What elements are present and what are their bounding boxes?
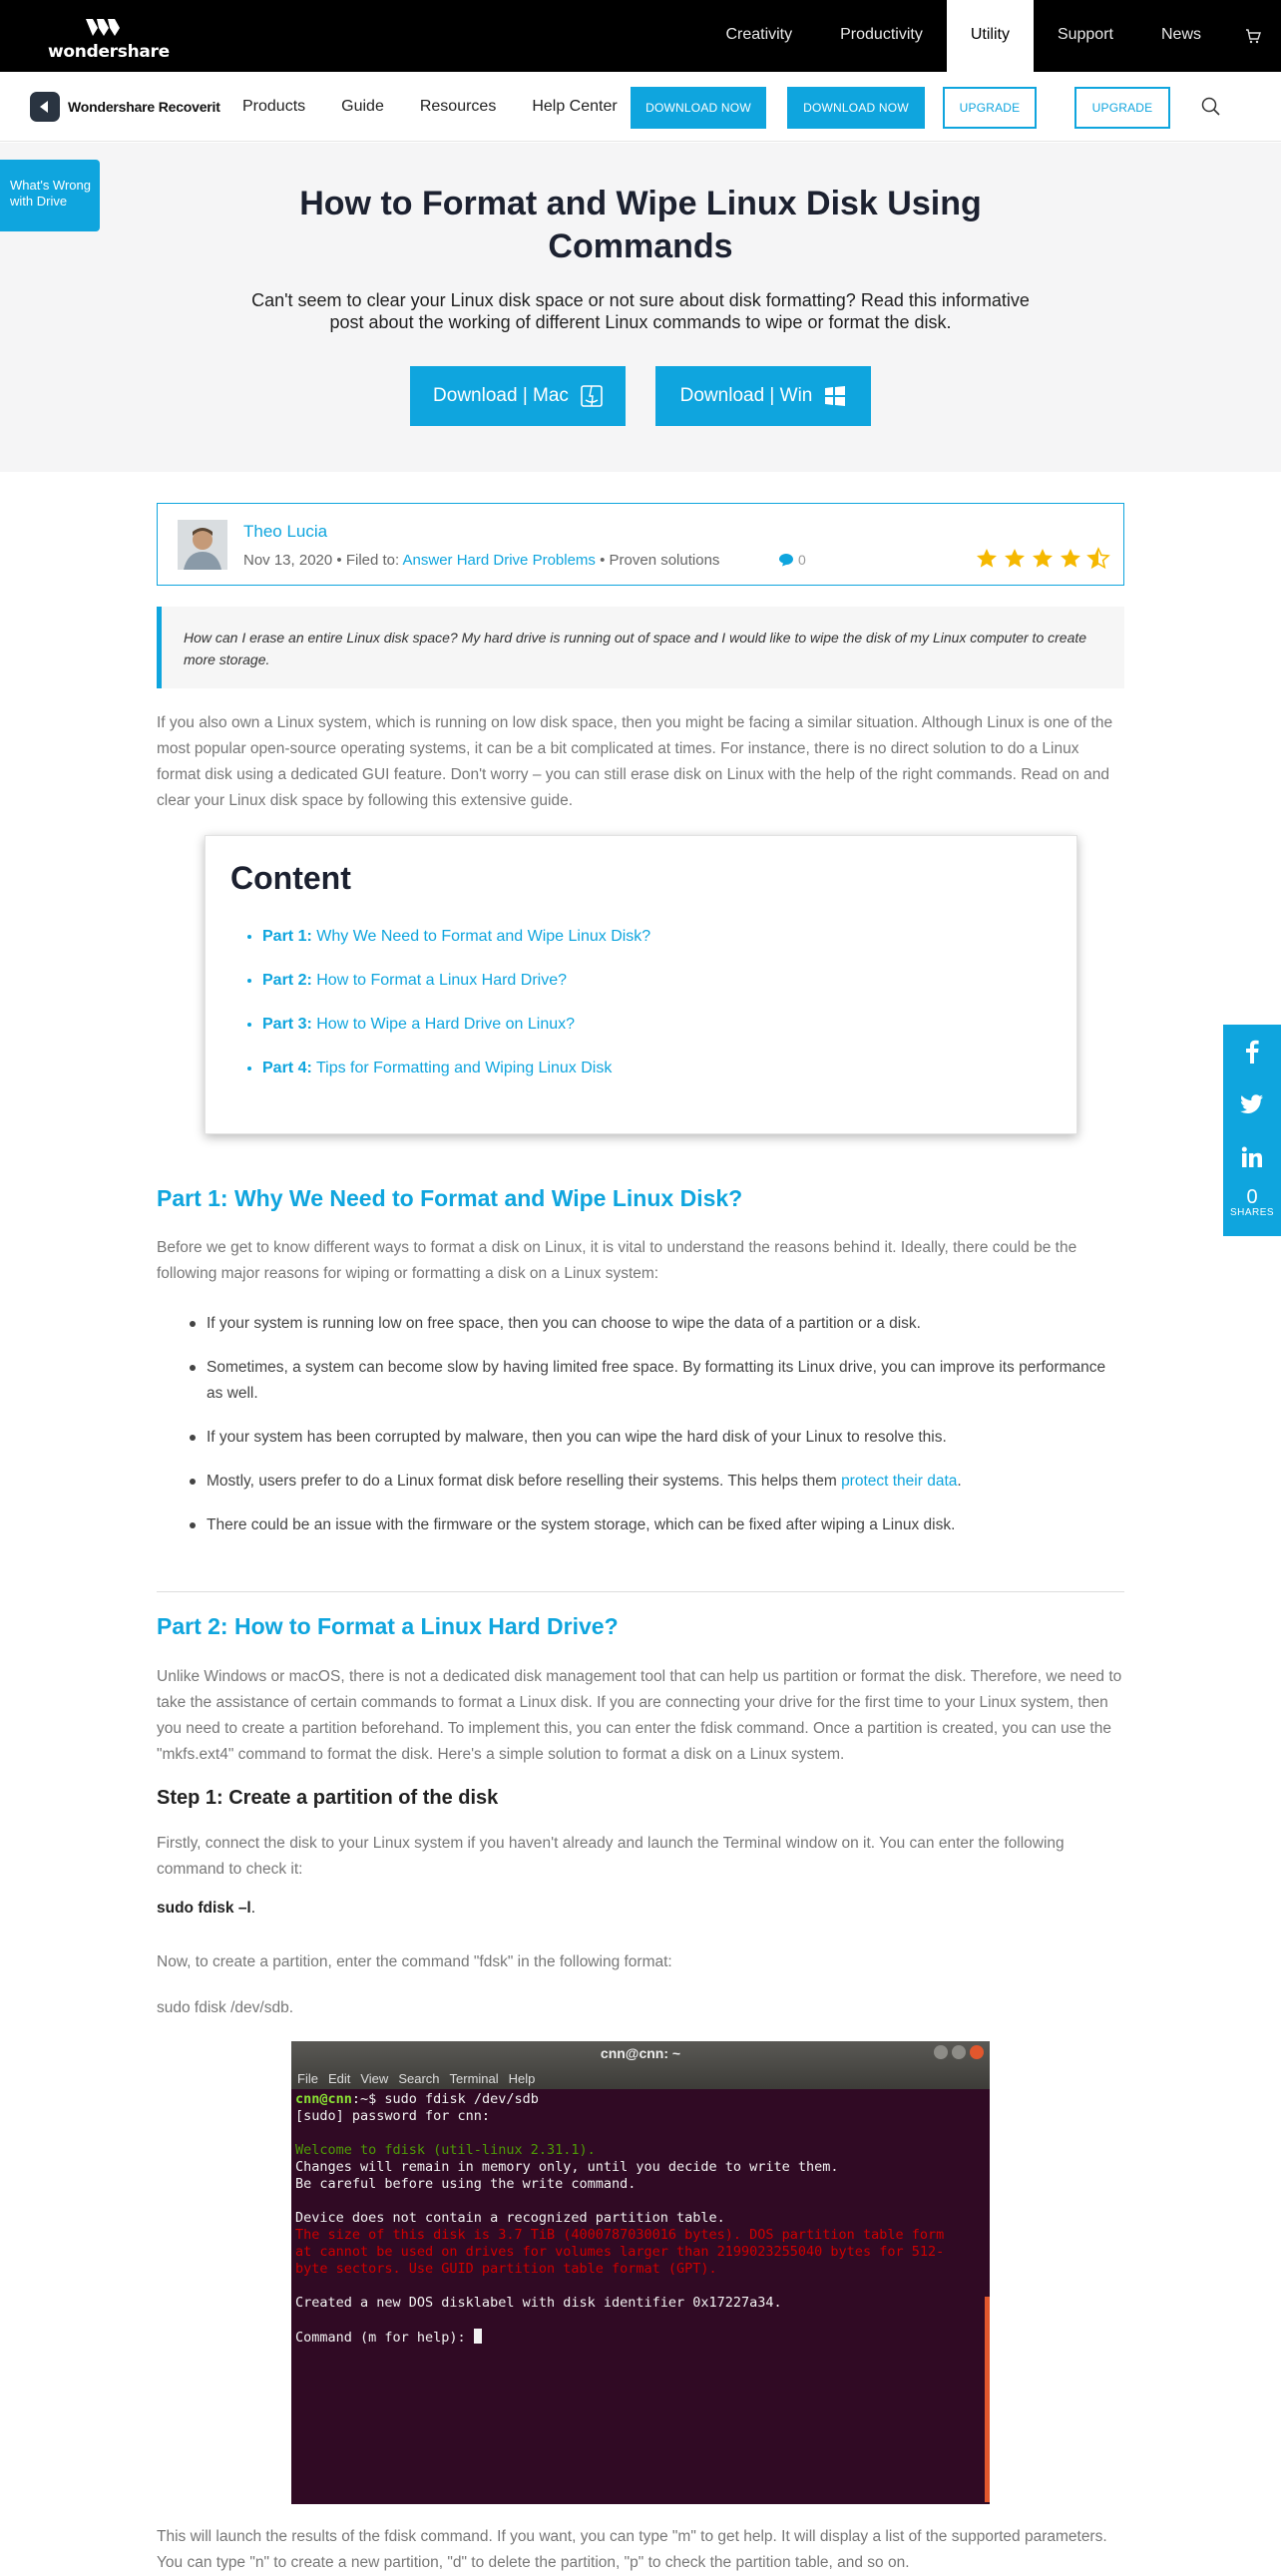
author-avatar[interactable] — [178, 520, 227, 570]
upgrade-button-2[interactable]: UPGRADE — [1074, 87, 1170, 129]
terminal-line: Created a new DOS disklabel with disk identifier 0x17227a34. — [295, 2295, 782, 2311]
terminal-line: Changes will remain in memory only, until you decide to write them. — [295, 2159, 839, 2175]
terminal-line: [sudo] password for cnn: — [295, 2108, 491, 2124]
list-item: If your system is running low on free space, then you can choose to wipe the data of a partition or a disk. — [157, 1311, 1124, 1337]
toc-item-part-1[interactable] — [262, 926, 650, 970]
star-icon — [1004, 548, 1026, 569]
terminal-line: Be careful before using the write command. — [295, 2176, 637, 2192]
list-item: There could be an issue with the firmware or the system storage, which can be fixed after wiping a Linux disk. — [157, 1512, 1124, 1538]
step-1-text-2: Now, to create a partition, enter the command "fdsk" in the following format: — [157, 1953, 672, 1970]
download-win-button[interactable] — [655, 366, 871, 426]
proven-solutions-tag: • Proven solutions — [600, 552, 720, 569]
download-mac-label: Download | Mac — [433, 385, 569, 406]
hero — [0, 143, 1281, 472]
category-link[interactable]: Answer Hard Drive Problems — [402, 552, 596, 569]
side-tab-line-1: What's Wrong — [10, 178, 91, 193]
terminal-line: Welcome to fdisk (util-linux 2.31.1). — [295, 2142, 596, 2158]
page-title-line-1: How to Format and Wipe Linux Disk Using — [299, 185, 982, 222]
rating-stars[interactable] — [976, 548, 1115, 569]
terminal-warning-line: The size of this disk is 3.7 TiB (4000787030016 bytes). DOS partition table form — [295, 2227, 945, 2243]
part-1-reasons-list — [157, 1311, 1124, 1556]
comment-count[interactable] — [778, 552, 806, 568]
nav-resources[interactable]: Resources — [419, 98, 497, 115]
toc-title: Content — [230, 860, 351, 896]
author-box — [157, 503, 1124, 586]
top-nav — [701, 0, 1281, 72]
windows-icon — [824, 385, 846, 407]
terminal-line: Device does not contain a recognized partition table. — [295, 2210, 725, 2226]
recoverit-logo[interactable] — [30, 92, 220, 122]
article-meta — [243, 552, 719, 569]
section-divider — [157, 1591, 1124, 1592]
product-nav — [0, 72, 1281, 142]
part-1-heading: Part 1: Why We Need to Format and Wipe Linux Disk? — [157, 1185, 743, 1211]
share-count: 0 — [1246, 1186, 1258, 1208]
product-name: Wondershare Recoverit — [68, 99, 220, 115]
recoverit-logo-icon — [30, 92, 60, 122]
share-label: SHARES — [1229, 1207, 1275, 1218]
menu-view: View — [360, 2071, 389, 2086]
menu-terminal: Terminal — [449, 2071, 499, 2086]
close-icon — [970, 2045, 984, 2059]
comment-icon — [778, 553, 794, 567]
product-nav-links — [242, 72, 653, 142]
table-of-contents — [205, 835, 1077, 1134]
toc-part-label: Part 1: — [262, 928, 312, 945]
toc-item-part-2[interactable] — [262, 970, 650, 1014]
whats-wrong-with-drive-tab[interactable] — [0, 160, 100, 231]
terminal-scrollbar — [985, 2297, 990, 2502]
toc-item-part-4[interactable] — [262, 1058, 650, 1101]
prompt-user: cnn@cnn — [295, 2091, 352, 2107]
top-nav-productivity[interactable]: Productivity — [840, 26, 923, 43]
intro-paragraph: If you also own a Linux system, which is running on low disk space, then you might be facing a similar situation. Although Linux is one of the most popular open-source operating systems, it can be a bit complicated at times. For instance, there is no direct solution to do a Linux format disk using a dedicated GUI feature. Don't worry – you can still erase disk on Linux with the help of the right commands. Read on and clear your Linux disk space by following this extensive guide. — [157, 714, 1113, 809]
terminal-title-bar — [291, 2041, 990, 2089]
terminal-output — [291, 2091, 990, 2347]
command-1-end: . — [250, 1900, 256, 1917]
terminal-title: cnn@cnn: ~ — [600, 2045, 681, 2061]
wondershare-logo[interactable] — [48, 16, 170, 62]
part-2-heading: Part 2: How to Format a Linux Hard Drive? — [157, 1613, 619, 1639]
after-terminal-paragraph: This will launch the results of the fdisk command. If you want, you can type "m" to get help. It will display a list of the supported parameters. You can type "n" to create a new partition, "d" to delete the partition, "p" to check the partition table, and so on. — [157, 2528, 1107, 2571]
nav-help-center[interactable]: Help Center — [532, 98, 618, 115]
minimize-icon — [934, 2045, 948, 2059]
download-now-button-2[interactable]: DOWNLOAD NOW — [787, 87, 925, 129]
page-title-line-2: Commands — [548, 227, 733, 265]
nav-guide[interactable]: Guide — [341, 98, 384, 115]
cart-icon[interactable] — [1225, 0, 1281, 72]
comment-count-value: 0 — [798, 552, 806, 568]
command-2: sudo fdisk /dev/sdb. — [157, 1999, 293, 2016]
step-1-text: Firstly, connect the disk to your Linux system if you haven't already and launch the Terminal window on it. You can enter the following command to check it: — [157, 1835, 1065, 1878]
list-item-end: . — [957, 1473, 962, 1490]
wondershare-logo-icon — [84, 16, 122, 38]
toc-part-label: Part 4: — [262, 1060, 312, 1076]
download-mac-button[interactable] — [410, 366, 626, 426]
top-nav-support[interactable]: Support — [1057, 26, 1113, 43]
article-date: Nov 13, 2020 — [243, 552, 333, 569]
toc-item-text: Why We Need to Format and Wipe Linux Disk? — [316, 928, 651, 945]
list-item-text: Mostly, users prefer to do a Linux format disk before reselling their systems. This helps them — [207, 1473, 837, 1490]
menu-file: File — [297, 2071, 318, 2086]
top-nav-utility[interactable]: Utility — [947, 0, 1034, 72]
side-tab-line-2: with Drive — [10, 194, 68, 209]
menu-search: Search — [398, 2071, 440, 2086]
terminal-line: Command (m for help): — [295, 2330, 474, 2346]
brand-name: wondershare — [48, 42, 170, 62]
toc-item-text: Tips for Formatting and Wiping Linux Disk — [315, 1060, 613, 1076]
command-1-text: sudo fdisk –l — [157, 1900, 251, 1917]
top-nav-news[interactable]: News — [1160, 26, 1201, 43]
command-1 — [157, 1896, 1124, 1922]
terminal-screenshot — [291, 2041, 990, 2504]
download-now-button-1[interactable]: DOWNLOAD NOW — [631, 87, 766, 129]
upgrade-button-1[interactable]: UPGRADE — [943, 87, 1037, 129]
star-icon — [1060, 548, 1081, 569]
subtitle-line-2: post about the working of different Linux commands to wipe or format the disk. — [329, 312, 952, 332]
terminal-warning-line: at cannot be used on drives for volumes larger than 2199023255040 bytes for 512- — [295, 2244, 945, 2260]
page-title — [241, 183, 1040, 268]
nav-products[interactable]: Products — [242, 98, 306, 115]
step-1-heading: Step 1: Create a partition of the disk — [157, 1787, 499, 1809]
half-star-icon — [1087, 548, 1109, 569]
share-bar — [1223, 1025, 1281, 1236]
twitter-icon[interactable] — [1223, 1077, 1281, 1130]
terminal-cursor — [474, 2329, 482, 2344]
star-icon — [976, 548, 998, 569]
toc-item-text: How to Wipe a Hard Drive on Linux? — [316, 1016, 576, 1033]
terminal-warning-line: byte sectors. Use GUID partition table format (GPT). — [295, 2261, 717, 2277]
facebook-icon[interactable] — [1223, 1025, 1281, 1077]
protect-data-link[interactable]: protect their data — [841, 1473, 958, 1490]
list-item: If your system has been corrupted by malware, then you can wipe the hard disk of your Linux to resolve this. — [157, 1425, 1124, 1451]
author-name[interactable]: Theo Lucia — [243, 522, 328, 541]
user-question-quote: How can I erase an entire Linux disk space? My hard drive is running out of space and I would like to wipe the disk of my Linux computer to create more storage. — [157, 607, 1124, 688]
maximize-icon — [952, 2045, 966, 2059]
menu-help: Help — [508, 2071, 536, 2086]
terminal-menu — [297, 2071, 545, 2086]
toc-item-part-3[interactable] — [262, 1014, 650, 1058]
toc-part-label: Part 2: — [262, 972, 312, 989]
prompt-command: :~$ sudo fdisk /dev/sdb — [351, 2091, 539, 2107]
top-nav-creativity[interactable]: Creativity — [725, 26, 793, 43]
list-item — [157, 1469, 1124, 1495]
toc-item-text: How to Format a Linux Hard Drive? — [316, 972, 568, 989]
subtitle-line-1: Can't seem to clear your Linux disk space or not sure about disk formatting? Read this informative — [251, 290, 1030, 310]
search-icon[interactable] — [1201, 97, 1221, 117]
linkedin-icon[interactable] — [1223, 1130, 1281, 1183]
part-2-intro: Unlike Windows or macOS, there is not a dedicated disk management tool that can help us partition or format the disk. Therefore, we need to take the assistance of certain commands to format a Linux disk. If you are connecting your drive for the first time to your Linux system, then you need to create a partition beforehand. To implement this, you can enter the fdisk command. Once a partition is created, you can use the "mkfs.ext4" command to format the disk. Here's a simple solution to format a disk on a Linux system. — [157, 1668, 1122, 1763]
window-controls — [930, 2045, 984, 2059]
filed-to-label: • Filed to: — [336, 552, 400, 569]
menu-edit: Edit — [327, 2071, 351, 2086]
toc-list — [262, 926, 650, 1101]
list-item: Sometimes, a system can become slow by having limited free space. By formatting its Linux drive, you can improve its performance as well. — [157, 1355, 1124, 1407]
toc-part-label: Part 3: — [262, 1016, 312, 1033]
top-bar — [0, 0, 1281, 72]
download-win-label: Download | Win — [679, 385, 813, 406]
mac-finder-icon — [581, 385, 603, 407]
part-1-intro: Before we get to know different ways to format a disk on Linux, it is vital to understand the reasons behind it. Ideally, there could be the following major reasons for wiping or formatting a disk on a Linux system: — [157, 1239, 1077, 1282]
page-subtitle — [241, 289, 1040, 333]
star-icon — [1032, 548, 1054, 569]
